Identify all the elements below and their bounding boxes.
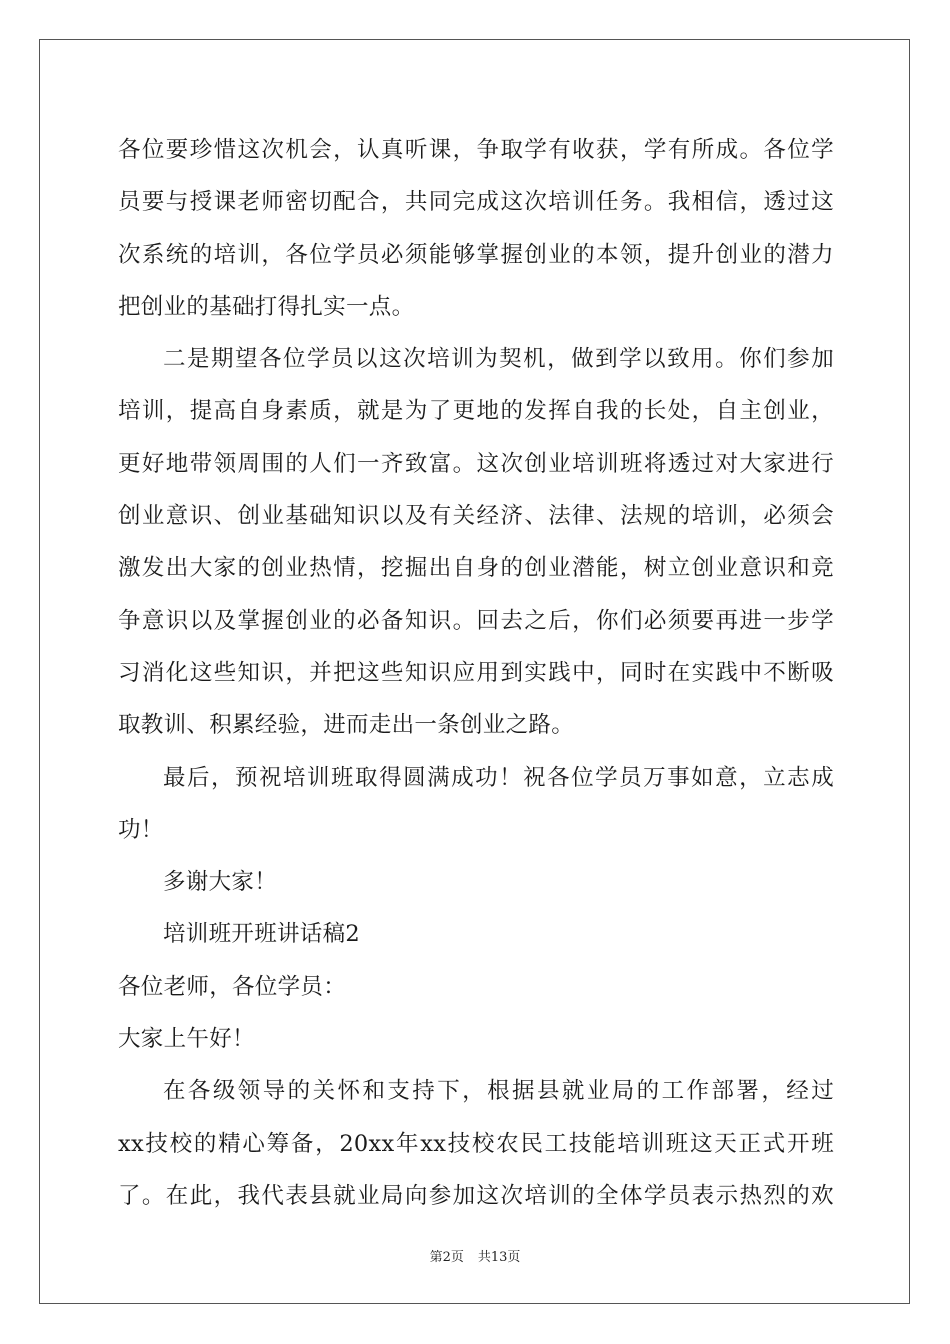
text-line: 功！: [118, 816, 164, 843]
text-line: 在各级领导的关怀和支持下，根据县就业局的工作部署，经过: [163, 1078, 834, 1105]
text-line: xx技校的精心筹备，20xx年xx技校农民工技能培训班这天正式开班: [118, 1130, 834, 1157]
text-line: 争意识以及掌握创业的必备知识。回去之后，你们必须要再进一步学: [118, 607, 834, 634]
text-line: 取教训、积累经验，进而走出一条创业之路。: [118, 712, 575, 739]
text-line: 各位要珍惜这次机会，认真听课，争取学有收获，学有所成。各位学: [118, 137, 834, 163]
salutation: 各位老师，各位学员：: [118, 973, 347, 1000]
section-heading: 培训班开班讲话稿2: [163, 921, 361, 948]
text-line: 次系统的培训，各位学员必须能够掌握创业的本领，提升创业的潜力: [118, 241, 834, 268]
text-line: 激发出大家的创业热情，挖掘出自身的创业潜能，树立创业意识和竞: [118, 555, 834, 582]
text-line: 多谢大家！: [163, 869, 278, 896]
greeting: 大家上午好！: [118, 1026, 255, 1053]
page-number: 第2页: [429, 1250, 464, 1265]
page-footer: [0, 1246, 950, 1265]
text-line: 员要与授课老师密切配合，共同完成这次培训任务。我相信，透过这: [118, 189, 834, 216]
text-line: 培训，提高自身素质，就是为了更地的发挥自我的长处，自主创业，: [118, 398, 834, 425]
text-line: 更好地带领周围的人们一齐致富。这次创业培训班将透过对大家进行: [118, 450, 834, 477]
document-body: [118, 124, 834, 1222]
text-line: 了。在此，我代表县就业局向参加这次培训的全体学员表示热烈的欢: [118, 1182, 834, 1209]
text-line: 习消化这些知识，并把这些知识应用到实践中，同时在实践中不断吸: [118, 659, 834, 686]
total-pages: 共13页: [477, 1250, 521, 1265]
text-line: 创业意识、创业基础知识以及有关经济、法律、法规的培训，必须会: [118, 503, 834, 530]
text-line: 二是期望各位学员以这次培训为契机，做到学以致用。你们参加: [163, 346, 834, 373]
text-line: 把创业的基础打得扎实一点。: [118, 293, 415, 320]
text-line: 最后，预祝培训班取得圆满成功！祝各位学员万事如意，立志成: [163, 764, 834, 791]
